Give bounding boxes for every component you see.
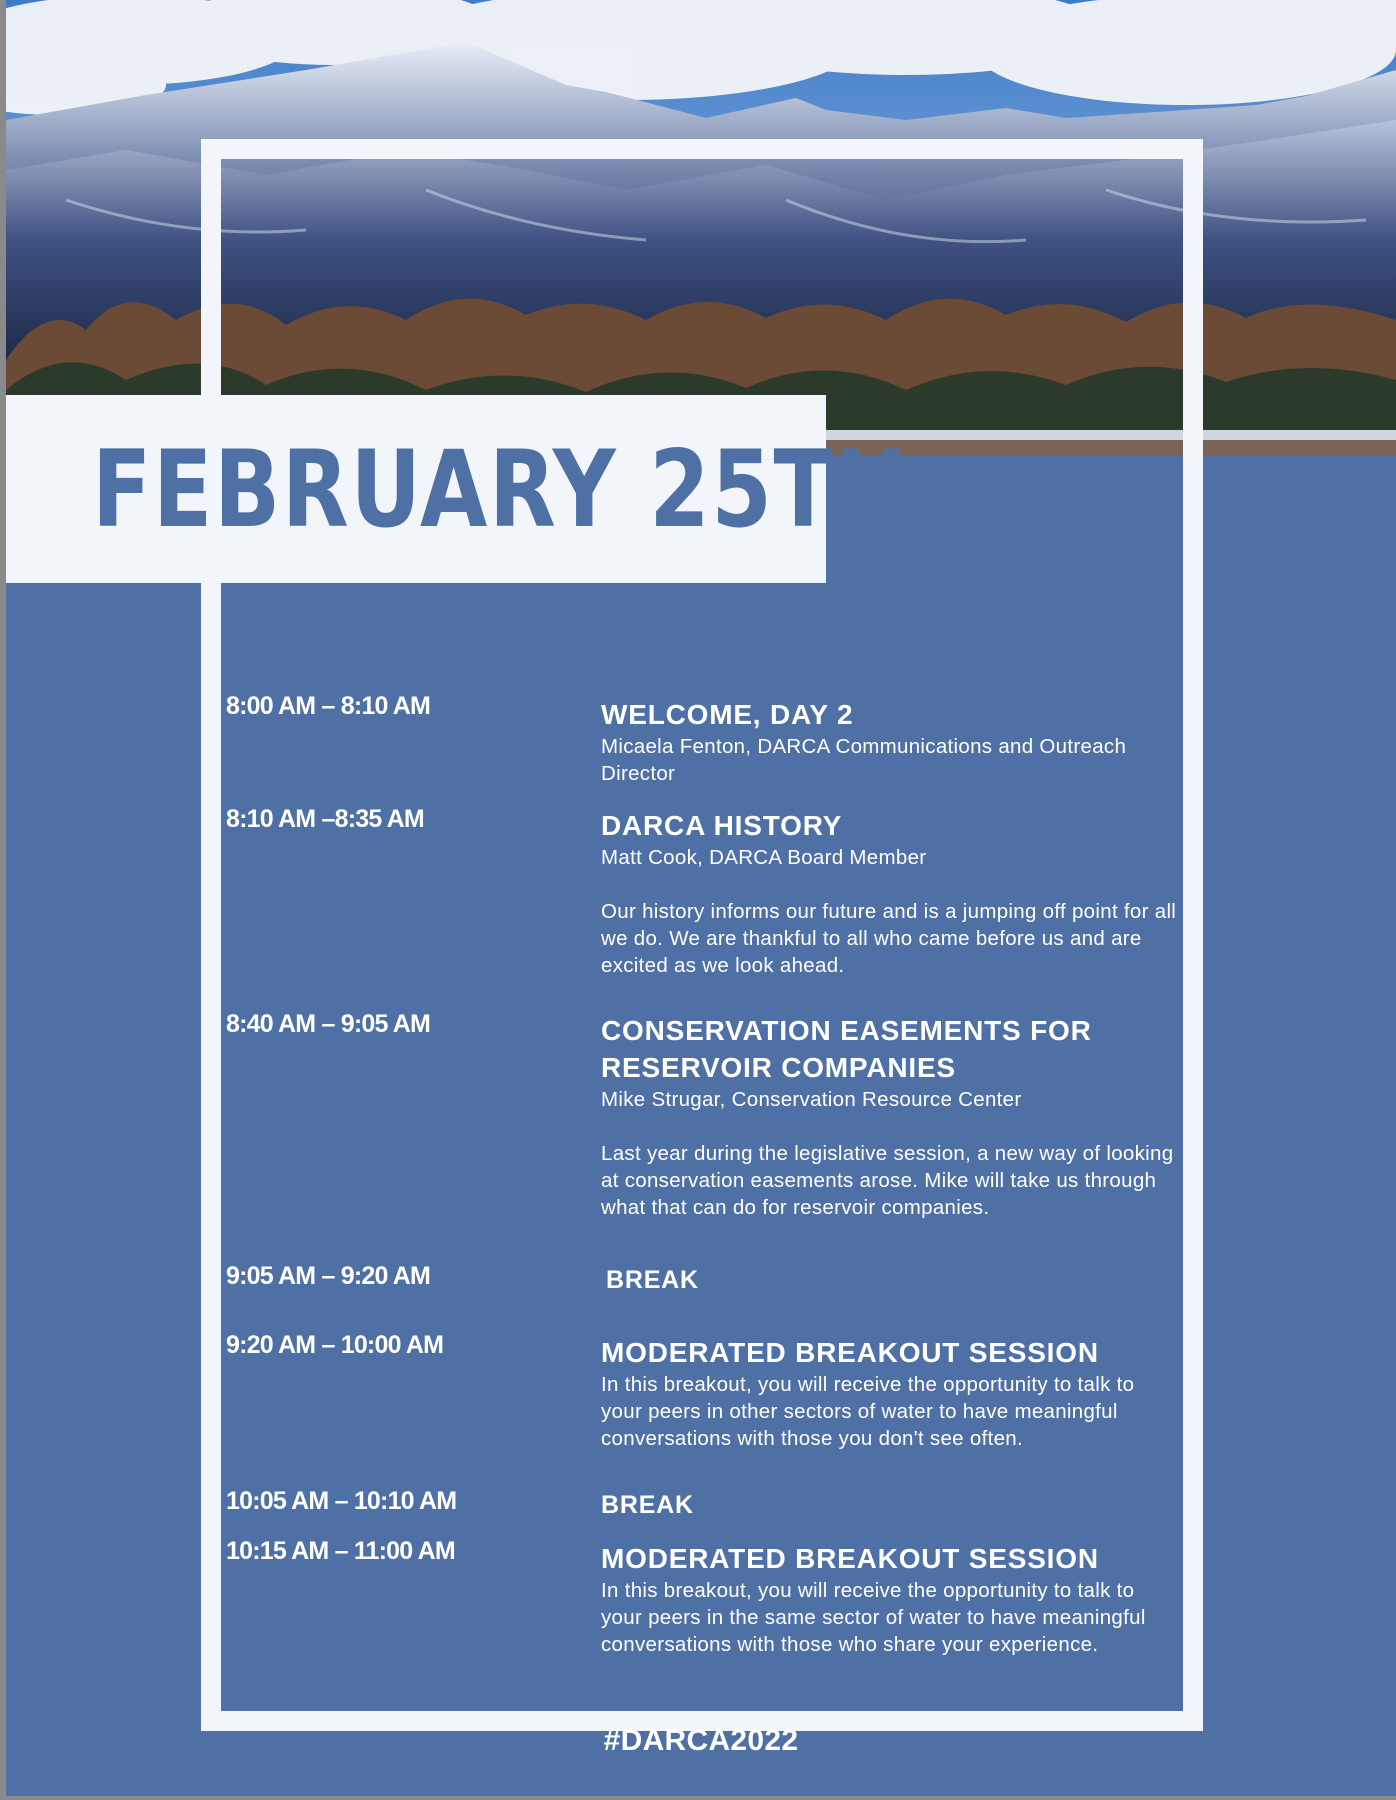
flyer-page <box>6 0 1396 1796</box>
agenda-description: Last year during the legislative session, a new way of looking at conservation easements arose. Mike will take us through what that can do for reservoir companies. <box>601 1142 1174 1219</box>
agenda-description: In this breakout, you will receive the opportunity to talk to your peers in other sectors of water to have meaningful conversations with those you don't see often. <box>601 1373 1135 1450</box>
agenda-item <box>601 1012 1181 1221</box>
agenda-item <box>601 1334 1181 1452</box>
agenda-title: DARCA HISTORY <box>601 810 843 841</box>
agenda-item <box>601 696 1181 787</box>
agenda-time: 10:05 AM – 10:10 AM <box>226 1487 457 1515</box>
date-banner <box>6 395 909 583</box>
agenda-item <box>601 807 1181 979</box>
agenda-time: 8:10 AM –8:35 AM <box>226 805 424 833</box>
agenda-item <box>606 1262 1186 1299</box>
agenda-time: 10:15 AM – 11:00 AM <box>226 1537 455 1565</box>
date-title: FEBRUARY 25TH <box>92 428 909 551</box>
agenda-description: In this breakout, you will receive the opportunity to talk to your peers in the same sector of water to have meaningful conversations with those who share your experience. <box>601 1579 1146 1656</box>
agenda-title: BREAK <box>606 1266 699 1294</box>
agenda-title: MODERATED BREAKOUT SESSION <box>601 1337 1099 1368</box>
agenda-time: 8:00 AM – 8:10 AM <box>226 692 431 720</box>
agenda-time: 9:20 AM – 10:00 AM <box>226 1331 444 1359</box>
agenda-title: CONSERVATION EASEMENTS FOR RESERVOIR COMPANIES <box>601 1015 1092 1083</box>
agenda-title: BREAK <box>601 1491 694 1519</box>
hashtag: #DARCA2022 <box>603 1724 799 1757</box>
agenda-item <box>601 1487 1181 1524</box>
agenda-time: 8:40 AM – 9:05 AM <box>226 1010 431 1038</box>
agenda-speaker: Mike Strugar, Conservation Resource Center <box>601 1088 1022 1111</box>
agenda-item <box>601 1540 1181 1658</box>
agenda-description: Our history informs our future and is a jumping off point for all we do. We are thankful to all who came before us and are excited as we look ahead. <box>601 900 1177 977</box>
agenda-speaker: Micaela Fenton, DARCA Communications and Outreach Director <box>601 735 1127 785</box>
agenda-speaker: Matt Cook, DARCA Board Member <box>601 846 927 869</box>
agenda-title: WELCOME, DAY 2 <box>601 699 854 730</box>
agenda-time: 9:05 AM – 9:20 AM <box>226 1262 431 1290</box>
agenda-title: MODERATED BREAKOUT SESSION <box>601 1543 1099 1574</box>
